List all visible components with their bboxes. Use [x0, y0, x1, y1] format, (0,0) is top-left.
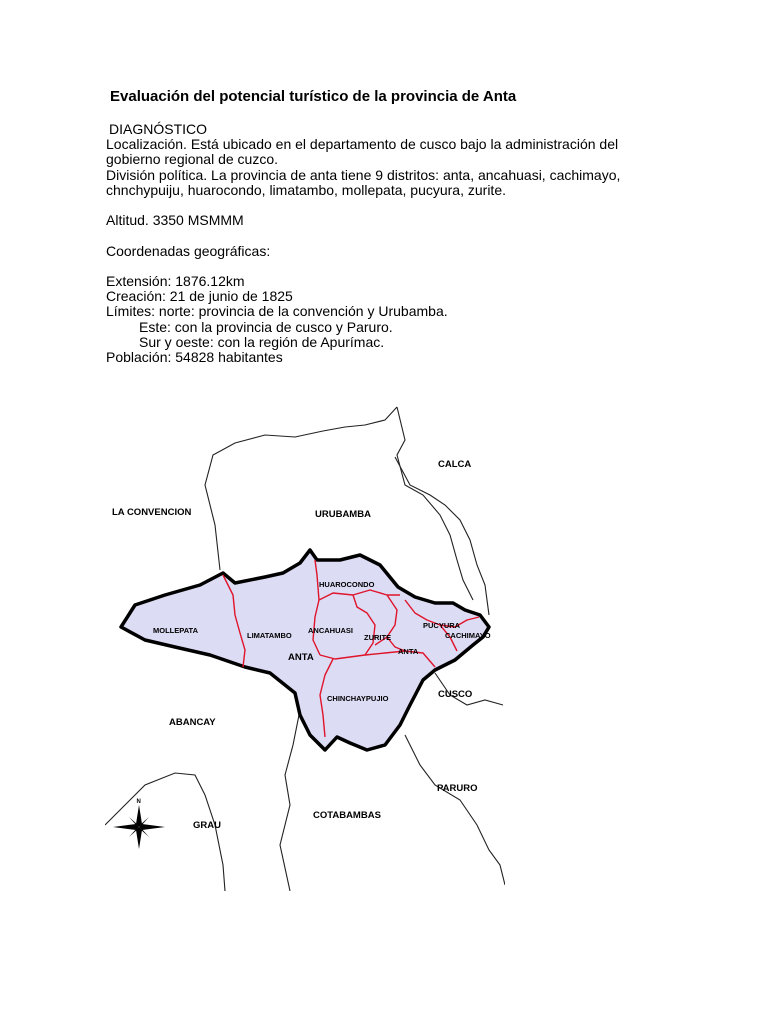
text-line: Población: 54828 habitantes [106, 349, 283, 365]
text-line: Extensión: 1876.12km [106, 272, 245, 289]
text-line: Altitud. 3350 MSMMM [106, 212, 244, 229]
map-label-mollepata: MOLLEPATA [153, 626, 198, 635]
blank-line [106, 259, 620, 274]
map-label-cachimayo: CACHIMAYO [445, 631, 491, 640]
urubamba-calca-boundary [395, 457, 489, 615]
blank-line [106, 228, 620, 243]
map-label-zurite: ZURITE [364, 633, 392, 642]
grau-boundary [105, 773, 225, 891]
section-heading: DIAGNÓSTICO [109, 121, 208, 137]
map-label-ancahuasi: ANCAHUASI [308, 626, 353, 635]
map-label-cusco: CUSCO [438, 689, 473, 700]
map-label-anta-province: ANTA [288, 652, 314, 663]
map-label-huarocondo: HUAROCONDO [319, 580, 375, 589]
map-label-urubamba: URUBAMBA [315, 509, 371, 520]
text-line: Límites: norte: provincia de la convención y Urubamba. [106, 303, 448, 320]
province-map [105, 405, 505, 891]
map-label-la-convencion: LA CONVENCION [112, 507, 192, 518]
text-line: Coordenadas geográficas: [106, 242, 271, 259]
text-line: Este: con la provincia de cusco y Paruro. [139, 318, 393, 335]
urubamba-boundary [205, 407, 397, 570]
text-line: Sur y oeste: con la región de Apurímac. [139, 333, 385, 350]
map-label-limatambo: LIMATAMBO [247, 631, 292, 640]
map-label-paruro: PARURO [437, 783, 478, 794]
document-body [106, 122, 620, 365]
grau-cotabambas-boundary [280, 710, 300, 891]
map-label-anta-district: ANTA [398, 647, 419, 656]
map-label-calca: CALCA [438, 459, 472, 470]
map-label-chinchaypujio: CHINCHAYPUJIO [327, 694, 389, 703]
text-line: Localización. Está ubicado en el departamento de cusco bajo la administración del [106, 136, 619, 153]
map-label-abancay: ABANCAY [169, 717, 216, 728]
map-label-cotabambas: COTABAMBAS [313, 810, 381, 821]
text-line: Creación: 21 de junio de 1825 [106, 288, 293, 305]
calca-boundary [397, 407, 473, 600]
compass-rose-icon [113, 799, 165, 849]
text-line: División política. La provincia de anta tiene 9 distritos: anta, ancahuasi, cachimayo, [106, 166, 621, 183]
map-label-grau: GRAU [193, 820, 221, 831]
document-title: Evaluación del potencial turístico de la provincia de Anta [110, 88, 517, 105]
paruro-boundary [405, 735, 505, 885]
compass-north-label: N [136, 799, 141, 805]
text-line: chnchypuiju, huarocondo, limatambo, mollepata, pucyura, zurite. [106, 181, 506, 198]
text-line: gobierno regional de cuzco. [106, 151, 279, 168]
blank-line [106, 198, 620, 213]
map-label-pucyura: PUCYURA [423, 621, 461, 630]
